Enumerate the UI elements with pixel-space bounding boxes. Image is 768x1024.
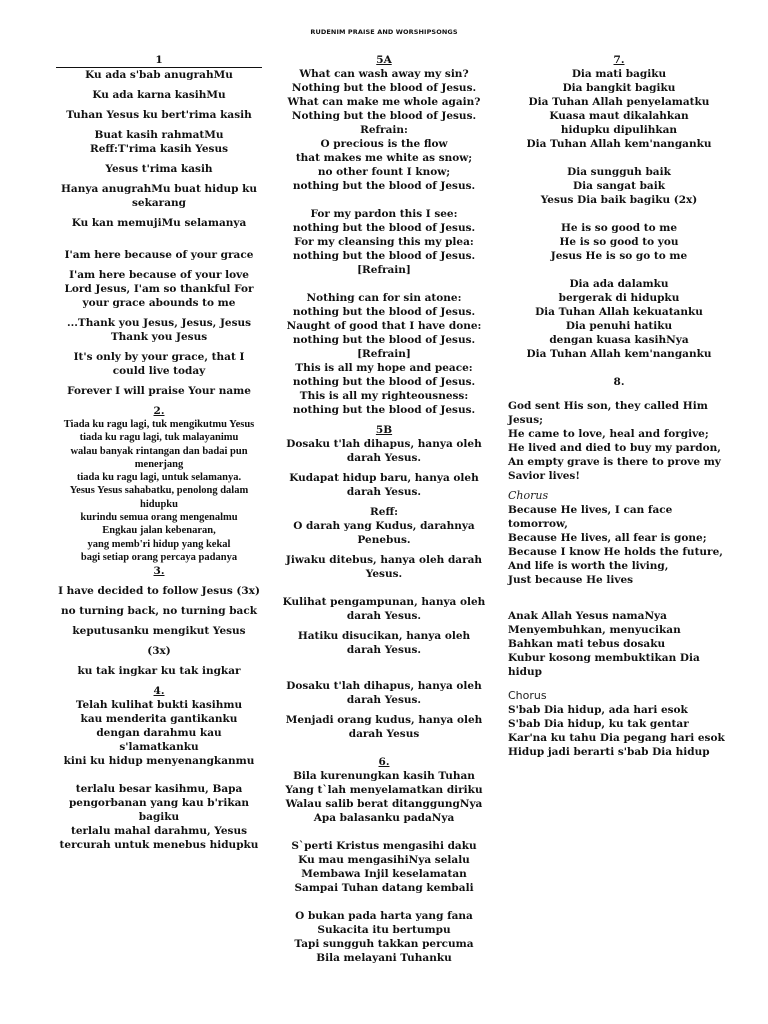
song-6-number: 6. bbox=[378, 756, 390, 768]
song-8-chorus-line: Because I know He holds the future, bbox=[508, 546, 723, 558]
chorus-label: Chorus bbox=[508, 689, 547, 702]
song-7-line: Dia bangkit bagiku bbox=[562, 82, 676, 94]
song-6-line: Walau salib berat ditanggungNya bbox=[285, 798, 483, 810]
song-5a-line: For my pardon this I see: bbox=[310, 208, 458, 220]
song-7-line: dengan kuasa kasihNya bbox=[549, 334, 689, 346]
song-1-line: It's only by your grace, that I could live today bbox=[73, 351, 245, 377]
song-3-number: 3. bbox=[153, 565, 165, 578]
song-7-line: Dia Tuhan Allah kem'nanganku bbox=[526, 138, 712, 150]
song-1-line: Tuhan Yesus ku bert'rima kasih bbox=[66, 109, 252, 121]
song-2-line: yang memb'ri hidup yang kekal bbox=[87, 538, 231, 550]
song-2-line: Engkau jalan kebenaran, bbox=[102, 525, 216, 537]
song-2-line: bagi setiap orang percaya padanya bbox=[80, 551, 238, 563]
song-7-line: Yesus Dia baik bagiku (2x) bbox=[540, 194, 698, 206]
song-1-line: ...Thank you Jesus, Jesus, Jesus bbox=[66, 317, 252, 329]
song-7-number: 7. bbox=[613, 54, 625, 66]
song-8-id-line: Bahkan mati tebus dosaku bbox=[508, 638, 666, 650]
song-7-line: Dia Tuhan Allah penyelamatku bbox=[528, 96, 710, 108]
song-4-line: terlalu besar kasihmu, Bapa bbox=[75, 783, 243, 796]
song-5a-line: O precious is the flow bbox=[320, 138, 448, 150]
song-8-id-line: Anak Allah Yesus namaNya bbox=[508, 610, 667, 622]
song-5a-line: Nothing can for sin atone: bbox=[306, 292, 462, 304]
song-3-line: ku tak ingkar ku tak ingkar bbox=[77, 665, 241, 678]
song-5a-line: For my cleansing this my plea: bbox=[294, 236, 474, 248]
song-1-line: I'am here because of your grace bbox=[64, 249, 254, 261]
song-6-line: Sampai Tuhan datang kembali bbox=[294, 882, 474, 894]
song-5b-line: Kudapat hidup baru, hanya oleh darah Yesus. bbox=[289, 472, 479, 498]
song-8-chorus-line: Because He lives, I can face tomorrow, bbox=[508, 504, 673, 530]
song-7-line: Dia penuhi hatiku bbox=[565, 320, 673, 332]
song-7-line: Dia mati bagiku bbox=[571, 68, 667, 80]
song-6-line: Membawa Injil keselamatan bbox=[301, 868, 467, 880]
song-5a-line: that makes me white as snow; bbox=[295, 152, 473, 164]
song-5b-line: Jiwaku ditebus, hanya oleh darah Yesus. bbox=[285, 554, 483, 580]
song-5a-line: What can wash away my sin? bbox=[299, 68, 469, 80]
song-7-line: hidupku dipulihkan bbox=[560, 124, 678, 136]
song-6-line: Bila kurenungkan kasih Tuhan bbox=[293, 770, 475, 782]
song-5a-line: What can make me whole again? bbox=[287, 96, 481, 108]
song-1-line: Reff:T'rima kasih Yesus bbox=[89, 143, 228, 155]
song-7-line: bergerak di hidupku bbox=[558, 292, 680, 304]
song-4-line: dengan darahmu kau bbox=[96, 727, 222, 740]
song-1-line: Lord Jesus, I'am so thankful For your grace abounds to me bbox=[64, 283, 254, 309]
song-5a-line: nothing but the blood of Jesus. bbox=[292, 376, 476, 388]
song-2-line: tiada ku ragu lagi, untuk selamanya. bbox=[76, 472, 242, 484]
song-5b-line: O darah yang Kudus, darahnya Penebus. bbox=[293, 520, 475, 546]
song-5a-line: no other fount I know; bbox=[317, 166, 451, 178]
song-7-line: He is so good to you bbox=[559, 236, 679, 248]
song-7-line: Dia Tuhan Allah kem'nanganku bbox=[526, 348, 712, 360]
song-8-verse-line: An empty grave is there to prove my Savior lives! bbox=[508, 456, 721, 482]
song-5a-line: nothing but the blood of Jesus. bbox=[292, 306, 476, 318]
song-6-line: O bukan pada harta yang fana bbox=[295, 910, 473, 922]
song-3-line: I have decided to follow Jesus (3x) bbox=[58, 585, 260, 598]
song-2-line: kurindu semua orang mengenalmu bbox=[80, 512, 238, 524]
song-7-line: Kuasa maut dikalahkan bbox=[549, 110, 689, 122]
song-3-line: no turning back, no turning back bbox=[60, 605, 258, 618]
song-1-line: Yesus t'rima kasih bbox=[105, 163, 213, 175]
song-8-verse-line: God sent His son, they called Him Jesus; bbox=[508, 400, 708, 426]
song-2-line: Tiada ku ragu lagi, tuk mengikutmu Yesus bbox=[63, 419, 255, 430]
song-5a-line: nothing but the blood of Jesus. bbox=[292, 222, 476, 234]
song-8-chorus-line: Because He lives, all fear is gone; bbox=[508, 532, 707, 544]
song-5a-line: nothing but the blood of Jesus. bbox=[292, 334, 476, 346]
song-6-line: Apa balasanku padaNya bbox=[313, 812, 455, 824]
song-4-line: pengorbanan yang kau b'rikan bbox=[68, 797, 250, 810]
song-4-line: tercurah untuk menebus hidupku bbox=[59, 839, 259, 852]
song-1-line: Ku ada karna kasihMu bbox=[92, 89, 226, 101]
song-5a-line: Nothing but the blood of Jesus. bbox=[291, 110, 477, 122]
song-7-line: Dia sungguh baik bbox=[567, 166, 671, 178]
song-8-id-line: Kubur kosong membuktikan Dia hidup bbox=[508, 652, 700, 678]
song-5a-line: nothing but the blood of Jesus. bbox=[292, 250, 476, 262]
song-4-number: 4. bbox=[153, 685, 165, 698]
song-7-line: He is so good to me bbox=[560, 222, 678, 234]
song-4-line: s'lamatkanku bbox=[119, 741, 199, 754]
song-8-chorus-line: Just because He lives bbox=[508, 574, 634, 586]
song-5b-line: Dosaku t'lah dihapus, hanya oleh darah Yesus. bbox=[286, 680, 482, 706]
song-5b-line: Hatiku disucikan, hanya oleh darah Yesus. bbox=[297, 630, 471, 656]
song-7-line: Dia sangat baik bbox=[573, 180, 665, 192]
song-1-line: Buat kasih rahmatMu bbox=[94, 129, 224, 141]
song-8-chorus-id-line: S'bab Dia hidup, ku tak gentar bbox=[508, 718, 689, 730]
song-4-line: terlalu mahal darahmu, Yesus bbox=[70, 825, 248, 838]
song-5a-line: This is all my righteousness: bbox=[299, 390, 469, 402]
song-8-id-line: Menyembuhkan, menyucikan bbox=[508, 624, 681, 636]
song-5b-line: Kulihat pengampunan, hanya oleh darah Yesus. bbox=[282, 596, 486, 622]
song-4-line: bagiku bbox=[138, 811, 180, 824]
song-5a-line: nothing but the blood of Jesus. bbox=[292, 404, 476, 416]
song-5a-line: Nothing but the blood of Jesus. bbox=[291, 82, 477, 94]
song-2-line: tiada ku ragu lagi, tuk malayanimu bbox=[79, 432, 239, 444]
song-5b-number: 5B bbox=[375, 424, 393, 436]
song-1-line: Ku ada s'bab anugrahMu bbox=[85, 69, 233, 81]
song-2-line: walau banyak rintangan dan badai pun menerjang bbox=[70, 445, 248, 470]
song-8-number: 8. bbox=[613, 376, 625, 388]
song-1-line: Forever I will praise Your name bbox=[67, 385, 251, 397]
column-3 bbox=[508, 53, 730, 759]
song-6-line: Yang t`lah menyelamatkan diriku bbox=[285, 784, 483, 796]
song-8-chorus-line: And life is worth the living, bbox=[508, 560, 669, 572]
song-4-line: Telah kulihat bukti kasihmu bbox=[75, 699, 243, 712]
song-6-line: Sukacita itu bertumpu bbox=[317, 924, 451, 936]
song-6-line: Tapi sungguh takkan percuma bbox=[294, 938, 474, 950]
song-5a-line: [Refrain] bbox=[357, 348, 411, 360]
song-5a-line: nothing but the blood of Jesus. bbox=[292, 180, 476, 192]
song-7-line: Jesus He is so go to me bbox=[550, 250, 688, 262]
song-8-verse-line: He came to love, heal and forgive; bbox=[508, 428, 709, 440]
song-6-line: Bila melayani Tuhanku bbox=[316, 952, 452, 964]
song-2-number: 2. bbox=[153, 405, 165, 417]
song-7-line: Dia Tuhan Allah kekuatanku bbox=[535, 306, 703, 318]
song-3-line: keputusanku mengikut Yesus bbox=[72, 625, 246, 638]
song-5b-line: Dosaku t'lah dihapus, hanya oleh darah Yesus. bbox=[286, 438, 482, 464]
song-1-line: I'am here because of your love bbox=[69, 269, 249, 281]
column-1 bbox=[56, 53, 262, 852]
song-6-line: S`perti Kristus mengasihi daku bbox=[291, 840, 477, 852]
song-5a-number: 5A bbox=[376, 54, 392, 66]
song-7-line: Dia ada dalamku bbox=[569, 278, 669, 290]
song-8-chorus-id-line: Hidup jadi berarti s'bab Dia hidup bbox=[508, 746, 710, 758]
page-header: RUDENIM PRAISE AND WORSHIPSONGS bbox=[310, 28, 458, 36]
song-8-verse-line: He lived and died to buy my pardon, bbox=[508, 442, 721, 454]
song-5b-line: Reff: bbox=[370, 506, 398, 518]
song-1-line: Hanya anugrahMu buat hidup ku sekarang bbox=[60, 183, 257, 209]
song-8-chorus-id-line: S'bab Dia hidup, ada hari esok bbox=[508, 704, 688, 716]
song-5a-line: [Refrain] bbox=[357, 264, 411, 276]
song-1-line: Thank you Jesus bbox=[110, 331, 208, 343]
song-5b-line: Menjadi orang kudus, hanya oleh darah Yesus bbox=[285, 714, 483, 740]
song-4-line: kini ku hidup menyenangkanmu bbox=[63, 755, 255, 768]
song-2-line: Yesus Yesus sahabatku, penolong dalam hidupku bbox=[69, 485, 249, 510]
song-5a-line: This is all my hope and peace: bbox=[295, 362, 473, 374]
song-3-line: (3x) bbox=[147, 645, 171, 658]
song-1-number: 1 bbox=[56, 53, 262, 68]
song-5a-line: Refrain: bbox=[360, 124, 408, 136]
column-2 bbox=[282, 53, 486, 965]
song-5a-line: Naught of good that I have done: bbox=[286, 320, 482, 332]
chorus-label: Chorus bbox=[508, 489, 549, 502]
song-8-chorus-id-line: Kar'na ku tahu Dia pegang hari esok bbox=[508, 732, 725, 744]
song-1-line: Ku kan memujiMu selamanya bbox=[71, 217, 247, 229]
song-4-line: kau menderita gantikanku bbox=[80, 713, 238, 726]
song-6-line: Ku mau mengasihiNya selalu bbox=[298, 854, 470, 866]
